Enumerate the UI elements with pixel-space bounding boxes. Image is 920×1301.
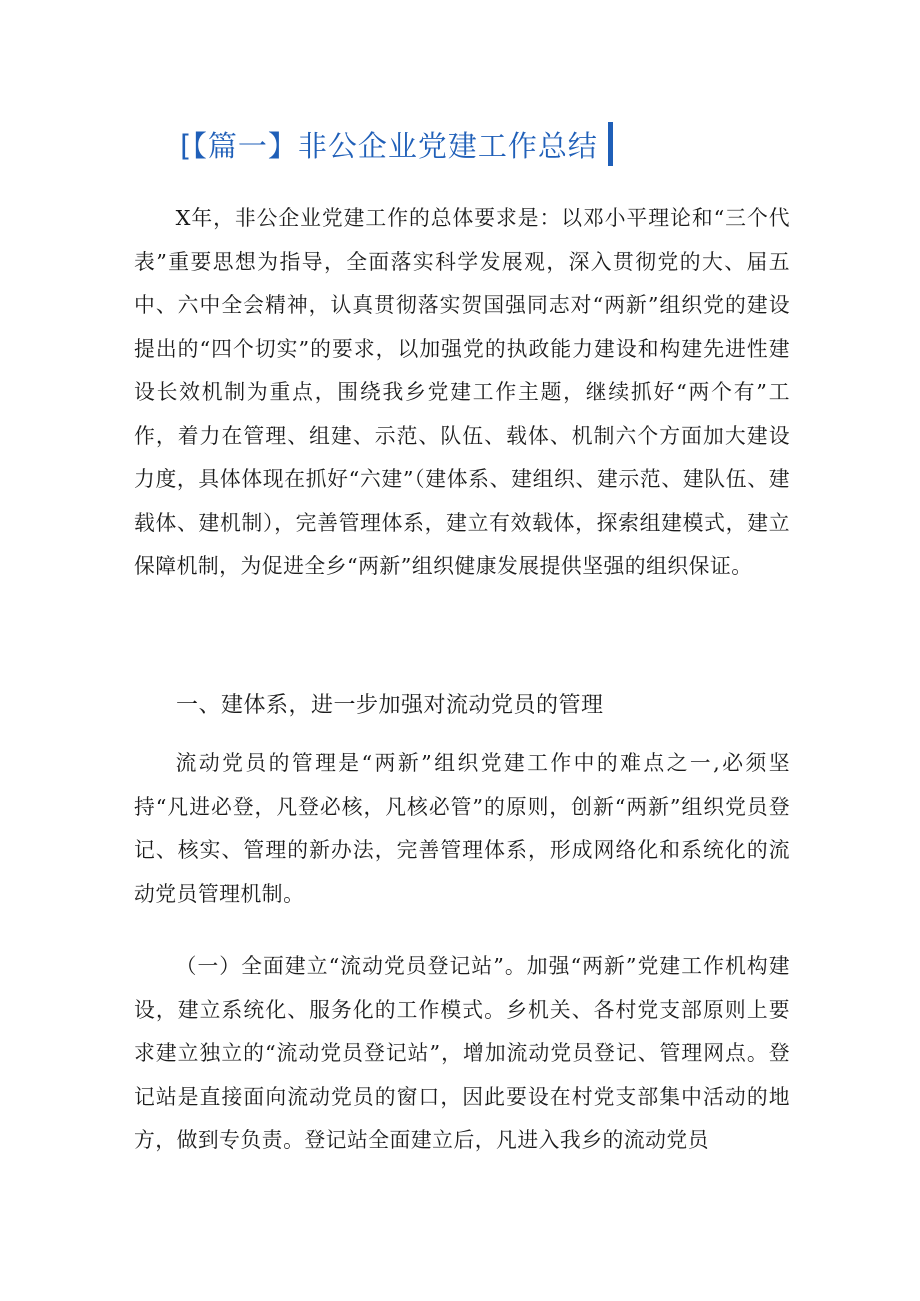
section-1-heading: 一、建体系，进一步加强对流动党员的管理 [176,693,604,718]
document-title-text: [【篇一】非公企业党建工作总结 [180,128,598,163]
intro-paragraph: X年，非公企业党建工作的总体要求是：以邓小平理论和“三个代表”重要思想为指导，全面落实科学发展观，深入贯彻党的大、届五中、六中全会精神，认真贯彻落实贺国强同志对“两新”组织党的建设提出的“四个切实”的要求，以加强党的执政能力建设和构建先进性建设长效机制为重点，围绕我乡党建工作主题，继续抓好“两个有”工作，着力在管理、组建、示范、队伍、载体、机制六个方面加大建设力度，具体体现在抓好“六建”（建体系、建组织、建示范、建队伍、建载体、建机制），完善管理体系，建立有效载体，探索组建模式，建立保障机制，为促进全乡“两新”组织健康发展提供坚强的组织保证。 [134,206,790,578]
document-title [180,120,613,168]
title-cursor-bar [608,122,613,166]
subsection-1-paragraph: （一）全面建立“流动党员登记站”。加强“两新”党建工作机构建设，建立系统化、服务化的工作模式。乡机关、各村党支部原则上要求建立独立的“流动党员登记站”，增加流动党员登记、管理网点。登记站是直接面向流动党员的窗口，因此要设在村党支部集中活动的地方，做到专负责。登记站全面建立后，凡进入我乡的流动党员 [134,954,790,1152]
section-1-paragraph: 流动党员的管理是“两新”组织党建工作中的难点之一,必须坚持“凡进必登，凡登必核，凡核必管”的原则，创新“两新”组织党员登记、核实、管理的新办法，完善管理体系，形成网络化和系统化的流动党员管理机制。 [134,751,790,906]
